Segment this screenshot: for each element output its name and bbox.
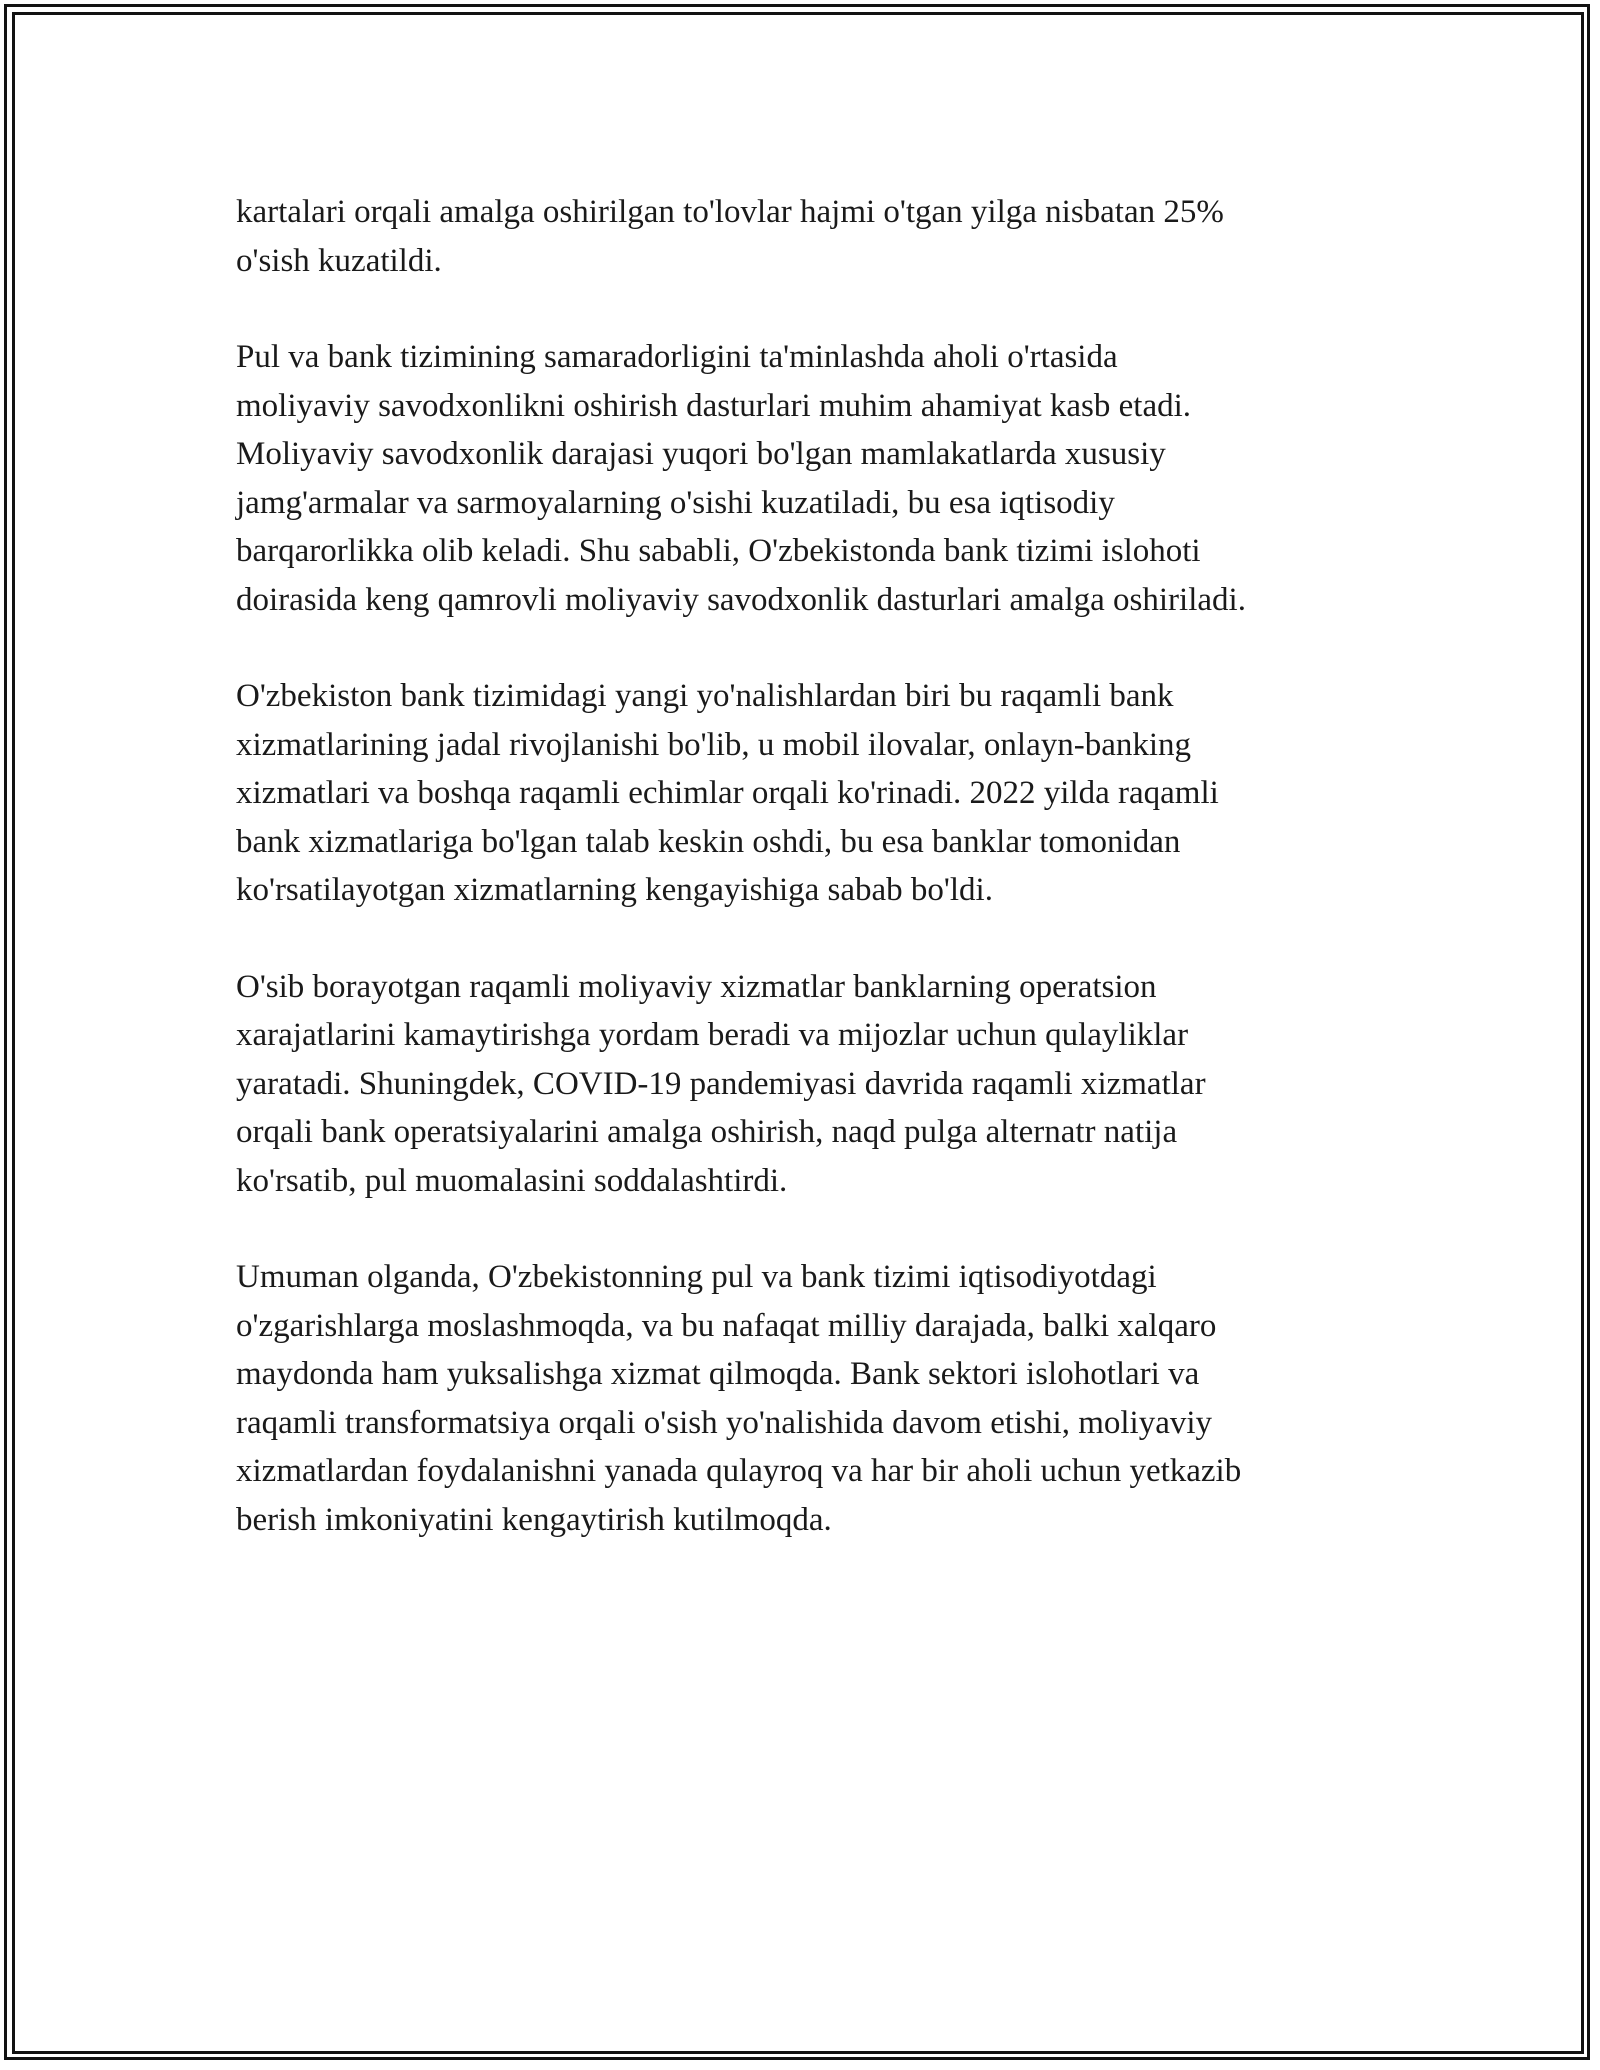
document-body [236,188,1396,1544]
paragraph-conclusion: Umuman olganda, O'zbekistonning pul va bank tizimi iqtisodiyotdagi o'zgarishlarga moslashmoqda, va bu nafaqat milliy darajada, balki xalqaro maydonda ham yuksalishga xizmat qilmoqda. Bank sektori islohotlari va raqamli transformatsiya orqali o'sish yo'nalishida davom etishi, moliyaviy xizmatlardan foydalanishni yanada qulayroq va har bir aholi uchun yetkazib berish imkoniyatini kengaytirish kutilmoqda. [236,1259,1242,1538]
paragraph-card-payments: kartalari orqali amalga oshirilgan to'lovlar hajmi o'tgan yilga nisbatan 25% o'sish kuzatildi. [236,194,1224,279]
paragraph-digital-banking: O'zbekiston bank tizimidagi yangi yo'nalishlardan biri bu raqamli bank xizmatlarining jadal rivojlanishi bo'lib, u mobil ilovalar, onlayn-banking xizmatlari va boshqa raqamli echimlar orqali ko'rinadi. 2022 yilda raqamli bank xizmatlariga bo'lgan talab keskin oshdi, bu esa banklar tomonidan ko'rsatilayotgan xizmatlarning kengayishiga sabab bo'ldi. [236,678,1219,908]
paragraph-digital-services-growth: O'sib borayotgan raqamli moliyaviy xizmatlar banklarning operatsion xarajatlarini kamaytirishga yordam beradi va mijozlar uchun qulayliklar yaratadi. Shuningdek, COVID-19 pandemiyasi davrida raqamli xizmatlar orqali bank operatsiyalarini amalga oshirish, naqd pulga alternatr natija ko'rsatib, pul muomalasini soddalashtirdi. [236,968,1206,1199]
paragraph-financial-literacy: Pul va bank tizimining samaradorligini ta'minlashda aholi o'rtasida moliyaviy savodxonlikni oshirish dasturlari muhim ahamiyat kasb etadi. Moliyaviy savodxonlik darajasi yuqori bo'lgan mamlakatlarda xususiy jamg'armalar va sarmoyalarning o'sishi kuzatiladi, bu esa iqtisodiy barqarorlikka olib keladi. Shu sababli, O'zbekistonda bank tizimi islohoti doirasida keng qamrovli moliyaviy savodxonlik dasturlari amalga oshiriladi. [236,339,1246,618]
